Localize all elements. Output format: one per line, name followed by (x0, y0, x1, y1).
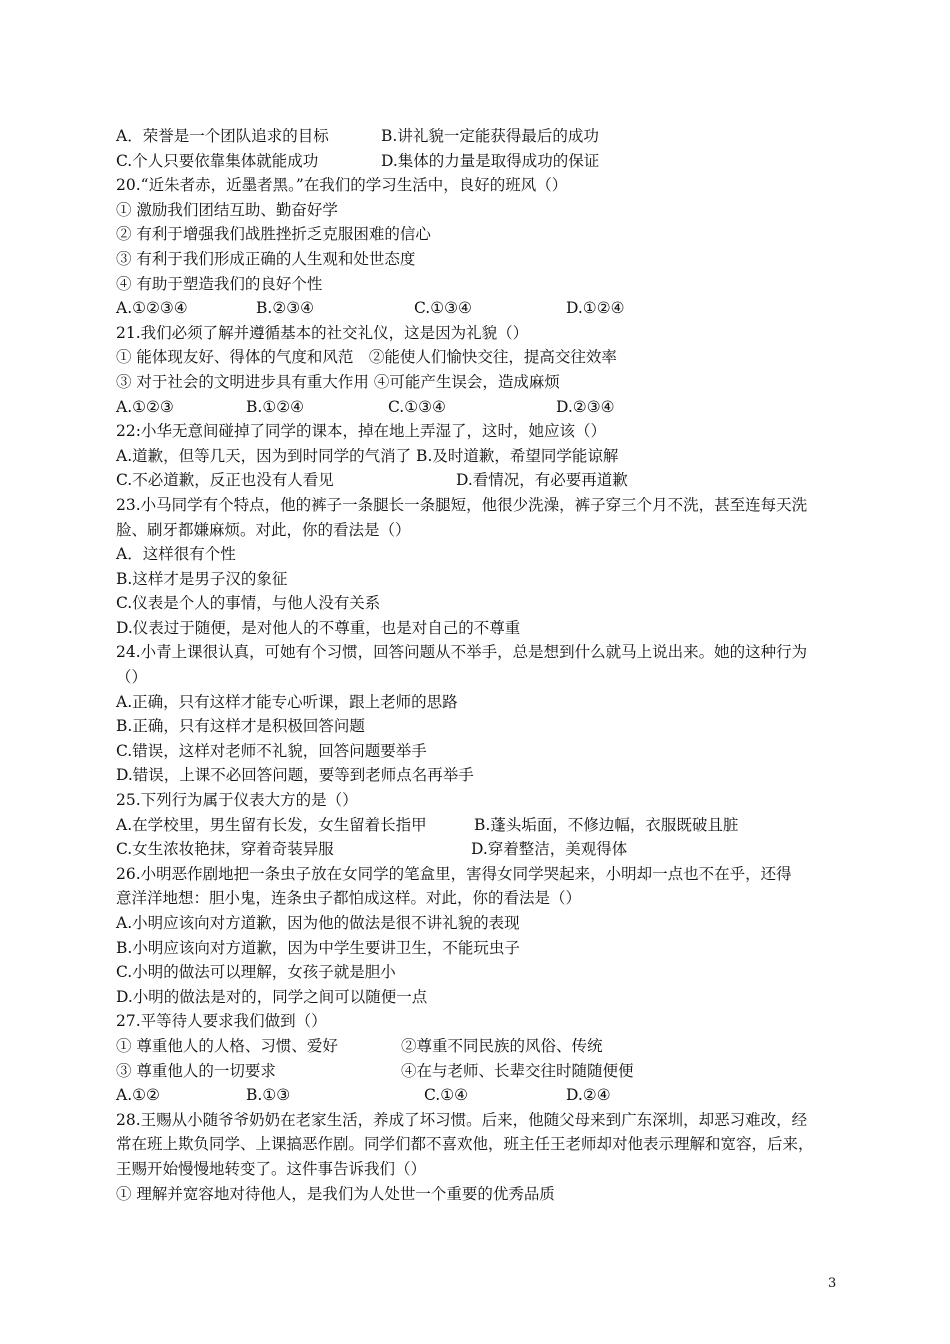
option-text: C.个人只要依靠集体就能成功 (116, 151, 319, 170)
text-line: 24.小青上课很认真，可她有个习惯，回答问题从不举手，总是想到什么就马上说出来。她的这种行为 (116, 643, 808, 662)
text-line: ① 理解并宽容地对待他人，是我们为人处世一个重要的优秀品质 (116, 1184, 555, 1203)
document-body (116, 124, 846, 1206)
text-line (116, 468, 846, 493)
text-line: C.小明的做法可以理解，女孩子就是胆小 (116, 963, 396, 982)
option-text: D.②④ (566, 1086, 611, 1105)
text-line: B.这样才是男子汉的象征 (116, 569, 288, 588)
option-text: ④在与老师、长辈交往时随随便便 (401, 1061, 634, 1080)
text-line (116, 813, 846, 838)
option-text: A.①② (116, 1086, 160, 1105)
option-text: D.看情况，有必要再道歉 (456, 471, 628, 490)
option-text: D.穿着整洁，美观得体 (471, 840, 628, 859)
text-line: 26.小明恶作剧地把一条虫子放在女同学的笔盒里，害得女同学哭起来，小明却一点也不在乎，还得 (116, 864, 792, 883)
text-line: A.小明应该向对方道歉，因为他的做法是很不讲礼貌的表现 (116, 914, 520, 932)
option-text: A.①②③ (116, 397, 174, 416)
text-line: ① 激励我们团结互助、勤奋好学 (116, 200, 338, 219)
text-line (116, 1083, 846, 1108)
option-text: C.①③④ (388, 397, 446, 416)
text-line: 28.王赐从小随爷爷奶奶在老家生活，养成了坏习惯。后来，他随父母来到广东深圳，却恶习难改，经 (116, 1110, 808, 1129)
option-text: B.①③ (246, 1086, 291, 1105)
text-line: ③ 有利于我们形成正确的人生观和处世态度 (116, 249, 416, 268)
option-text: B.蓬头垢面，不修边幅，衣服既破且脏 (474, 815, 739, 834)
text-line: D.小明的做法是对的，同学之间可以随便一点 (116, 987, 428, 1006)
text-line: ④ 有助于塑造我们的良好个性 (116, 274, 323, 293)
option-text: A.①②③④ (116, 299, 188, 318)
text-line: ③ 对于社会的文明进步具有重大作用 ④可能产生误会，造成麻烦 (116, 372, 560, 391)
text-line: 常在班上欺负同学、上课搞恶作剧。同学们都不喜欢他，班主任王老师却对他表示理解和宽容，后来， (116, 1135, 814, 1154)
text-line: B.正确，只有这样才是积极回答问题 (116, 717, 365, 736)
option-text: D.②③④ (556, 397, 615, 416)
option-text: C.女生浓妆艳抹，穿着奇装异服 (116, 840, 334, 859)
option-text: C.①③④ (414, 299, 472, 318)
text-line: 23.小马同学有个特点，他的裤子一条腿长一条腿短，他很少洗澡，裤子穿三个月不洗，甚至连每天洗 (116, 495, 808, 514)
option-text: D.①②④ (566, 299, 625, 318)
text-line: C.仪表是个人的事情，与他人没有关系 (116, 594, 381, 613)
text-line: 王赐开始慢慢地转变了。这件事告诉我们（） (116, 1159, 427, 1178)
text-line (116, 149, 846, 174)
option-text: ②尊重不同民族的风俗、传统 (401, 1036, 603, 1055)
text-line: 脸、刷牙都嫌麻烦。对此，你的看法是（） (116, 520, 411, 539)
text-line: D.仪表过于随便，是对他人的不尊重，也是对自己的不尊重 (116, 618, 521, 637)
option-text: C.不必道歉，反正也没有人看见 (116, 471, 334, 490)
option-text: B.讲礼貌一定能获得最后的成功 (381, 127, 599, 145)
text-line: A.道歉，但等几天，因为到时同学的气消了 B.及时道歉，希望同学能谅解 (116, 446, 619, 465)
text-line: 意洋洋地想：胆小鬼，连条虫子都怕成这样。对此，你的看法是（） (116, 889, 582, 908)
option-text: A．荣誉是一个团队追求的目标 (116, 127, 329, 145)
page-number: 3 (828, 1276, 837, 1291)
text-line: D.错误，上课不必回答问题，要等到老师点名再举手 (116, 766, 474, 785)
text-line (116, 124, 846, 149)
text-line: A.正确，只有这样才能专心听课，跟上老师的思路 (116, 692, 458, 711)
text-line: A．这样很有个性 (116, 545, 236, 564)
text-line: B.小明应该向对方道歉，因为中学生要讲卫生，不能玩虫子 (116, 938, 520, 957)
text-line (116, 837, 846, 862)
text-line: 21.我们必须了解并遵循基本的社交礼仪，这是因为礼貌（） (116, 323, 529, 342)
text-line: ① 能体现友好、得体的气度和风范 ②能使人们愉快交往，提高交往效率 (116, 348, 617, 367)
option-text: B.②③④ (256, 299, 315, 318)
text-line: 20.“近朱者赤，近墨者黑。”在我们的学习生活中，良好的班风（） (116, 176, 568, 195)
text-line: C.错误，这样对老师不礼貌，回答问题要举手 (116, 741, 427, 760)
option-text: A.在学校里，男生留有长发，女生留着长指甲 (116, 815, 427, 834)
text-line (116, 1034, 846, 1059)
text-line: ② 有利于增强我们战胜挫折乏克服困难的信心 (116, 225, 431, 244)
option-text: C.①④ (424, 1086, 469, 1105)
text-line: 25.下列行为属于仪表大方的是（） (116, 791, 358, 810)
text-line: （） (116, 668, 148, 687)
option-text: ③ 尊重他人的一切要求 (116, 1061, 276, 1080)
text-line (116, 395, 846, 420)
option-text: ① 尊重他人的人格、习惯、爱好 (116, 1036, 338, 1055)
text-line: 27.平等待人要求我们做到（） (116, 1012, 327, 1031)
text-line (116, 296, 846, 321)
option-text: B.①②④ (246, 397, 305, 416)
text-line (116, 1059, 846, 1084)
text-line: 22:小华无意间碰掉了同学的课本，掉在地上弄湿了，这时，她应该（） (116, 422, 606, 441)
option-text: D.集体的力量是取得成功的保证 (381, 151, 600, 170)
